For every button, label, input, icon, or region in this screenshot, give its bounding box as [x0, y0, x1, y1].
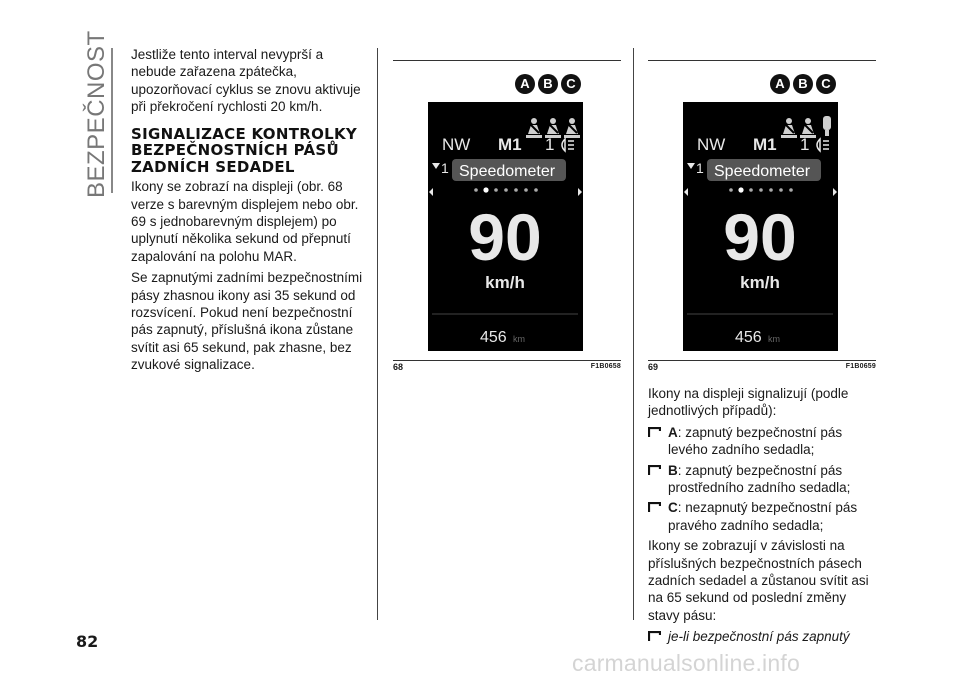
- shift-gear: 1: [696, 160, 704, 176]
- instrument-display: [428, 102, 583, 351]
- belt-fastened-icon: [781, 118, 797, 138]
- bullet-marker-icon: [648, 465, 662, 476]
- menu-left-arrow-icon: [429, 188, 433, 196]
- belt-fastened-icon: [526, 118, 542, 138]
- item-text: : zapnutý bezpečnostní pás prostředního zadního sedadla;: [668, 462, 851, 496]
- display-graphics: [428, 102, 583, 351]
- compass-heading: NW: [697, 135, 726, 154]
- badge-b: B: [793, 74, 813, 94]
- paragraph-belt-timing: Se zapnutými zadními bezpečnostními pásy zhasnou ikony asi 35 sekund od rozsvícení. Pokud není bezpečnostní pás zapnutý, příslušná ikona zůstane svítit asi 65 sekund, pak zhasne, bez zvukové signalizace.: [131, 270, 363, 373]
- menu-left-arrow-icon: [684, 188, 688, 196]
- item-key: C: [668, 500, 678, 516]
- watermark: carmanualsonline.info: [572, 650, 800, 676]
- figure-top-rule: [648, 60, 876, 61]
- section-tab: [82, 30, 112, 198]
- display-graphics: [683, 102, 838, 351]
- belt-unfastened-icon: [823, 116, 831, 136]
- odometer-value: 456: [480, 329, 507, 346]
- drive-mode: M1: [498, 135, 522, 154]
- section-heading: SIGNALIZACE KONTROLKY BEZPEČNOSTNÍCH PÁSŮ ZADNÍCH SEDADEL: [131, 124, 358, 176]
- headlight-icon: [817, 139, 829, 151]
- figure-69: [648, 60, 876, 372]
- compass-heading: NW: [442, 135, 471, 154]
- instrument-display: [683, 102, 838, 351]
- list-item: [648, 628, 880, 645]
- paragraph-icons-display: Ikony se zobrazí na displeji (obr. 68 verze s barevným displejem nebo obr. 69 s jednobarevným displejem) po uplynutí několika sekund od přepnutí zapalování na polohu MAR.: [131, 179, 359, 264]
- text-column-right: [648, 385, 880, 649]
- badge-a: A: [515, 74, 535, 94]
- badge-b: B: [538, 74, 558, 94]
- column-divider-2: [633, 48, 634, 620]
- speed-unit: km/h: [740, 273, 780, 292]
- page-number: 82: [76, 632, 99, 651]
- bullet-marker-icon: [648, 631, 662, 642]
- figure-68: [393, 60, 621, 372]
- item-key: B: [668, 462, 678, 478]
- menu-right-arrow-icon: [578, 188, 582, 196]
- gear-indicator: 1: [800, 135, 810, 154]
- figure-number: 69: [648, 362, 659, 372]
- menu-right-arrow-icon: [833, 188, 837, 196]
- intro-paragraph: Jestliže tento interval nevyprší a nebude zařazena zpátečka, upozorňovací cyklus se znovu aktivuje při překročení rychlosti 20 km/h.: [131, 47, 361, 115]
- speed-value: 90: [723, 200, 797, 274]
- figure-code: F1B0659: [845, 363, 876, 370]
- drive-mode: M1: [753, 135, 777, 154]
- section-tab-label: BEZPEČNOST: [83, 30, 110, 198]
- badge-a: A: [770, 74, 790, 94]
- figure-caption: [393, 360, 621, 373]
- list-item: [648, 499, 880, 534]
- list-item: [648, 424, 880, 459]
- badge-c: C: [816, 74, 836, 94]
- item-text: : zapnutý bezpečnostní pás levého zadního sedadla;: [668, 424, 843, 458]
- odometer-unit: km: [513, 334, 525, 344]
- speed-unit: km/h: [485, 273, 525, 292]
- item-key: A: [668, 424, 678, 440]
- item-text: je-li bezpečnostní pás zapnutý: [668, 629, 850, 645]
- badge-c: C: [561, 74, 581, 94]
- column-divider-1: [377, 48, 378, 620]
- odometer-unit: km: [768, 334, 780, 344]
- page-dots: [474, 187, 538, 192]
- speed-value: 90: [468, 200, 542, 274]
- figure-top-rule: [393, 60, 621, 61]
- list-item: [648, 462, 880, 497]
- bullet-marker-icon: [648, 502, 662, 513]
- shift-indicator-icon: [687, 163, 695, 169]
- headlight-icon: [562, 139, 574, 151]
- text-column-left: [131, 46, 366, 378]
- menu-title: Speedometer: [459, 163, 556, 180]
- item-text: : nezapnutý bezpečnostní pás pravého zadního sedadla;: [668, 500, 858, 533]
- shift-gear: 1: [441, 160, 449, 176]
- page-dots: [729, 187, 793, 192]
- section-tab-rule: [111, 48, 113, 193]
- shift-indicator-icon: [432, 163, 440, 169]
- odometer-value: 456: [735, 329, 762, 346]
- icons-dependency-paragraph: Ikony se zobrazují v závislosti na příslušných bezpečnostních pásech zadních sedadel a zůstanou svítit asi na 65 sekund od poslední změny stavy pásu:: [648, 538, 869, 623]
- figure-number: 68: [393, 362, 404, 372]
- figure-code: F1B0658: [590, 363, 621, 370]
- menu-title: Speedometer: [714, 163, 811, 180]
- bullet-marker-icon: [648, 427, 662, 438]
- belt-fastened-icon: [564, 118, 580, 138]
- icons-intro: Ikony na displeji signalizují (podle jednotlivých případů):: [648, 386, 849, 419]
- gear-indicator: 1: [545, 135, 555, 154]
- figure-caption: [648, 360, 876, 373]
